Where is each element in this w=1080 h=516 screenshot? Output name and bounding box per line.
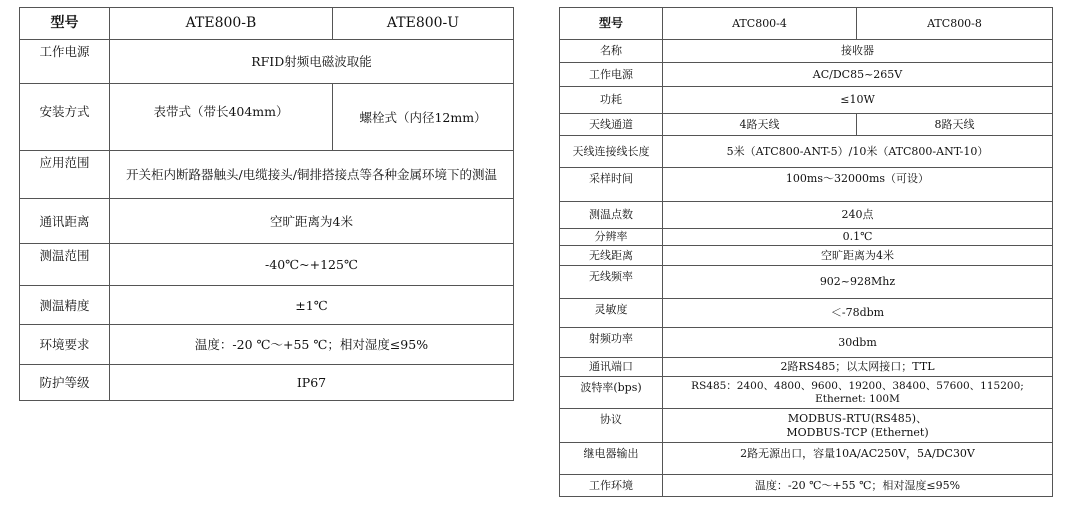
model-label: 型号 bbox=[560, 8, 663, 40]
table-row bbox=[560, 377, 1053, 409]
row-value: AC/DC85~265V bbox=[663, 63, 1053, 87]
row-label: 协议 bbox=[560, 409, 663, 443]
row-value: IP67 bbox=[110, 365, 514, 401]
protocol-line-2: MODBUS-TCP (Ethernet) bbox=[786, 425, 929, 439]
row-value: 8路天线 bbox=[857, 114, 1053, 136]
model-atc800-8: ATC800-8 bbox=[857, 8, 1053, 40]
table-row bbox=[20, 151, 514, 199]
model-ate800-b: ATE800-B bbox=[110, 8, 333, 40]
table-row bbox=[20, 365, 514, 401]
table-row bbox=[560, 358, 1053, 377]
table-row bbox=[20, 325, 514, 365]
row-value: 2路RS485；以太网接口；TTL bbox=[663, 358, 1053, 377]
row-value: RFID射频电磁波取能 bbox=[110, 40, 514, 84]
row-label: 名称 bbox=[560, 40, 663, 63]
baud-rate-line-2: Ethernet: 100M bbox=[815, 392, 900, 405]
table-row bbox=[20, 286, 514, 325]
table-row bbox=[560, 87, 1053, 114]
row-value-multiline bbox=[663, 409, 1053, 443]
row-label: 无线频率 bbox=[560, 266, 663, 299]
row-value: 温度：-20 ℃～+55 ℃；相对湿度≤95% bbox=[663, 475, 1053, 497]
row-label: 测温精度 bbox=[20, 286, 110, 325]
row-value: 螺栓式（内径12mm） bbox=[333, 84, 514, 151]
row-label: 防护等级 bbox=[20, 365, 110, 401]
row-value: 4路天线 bbox=[663, 114, 857, 136]
row-label: 工作电源 bbox=[560, 63, 663, 87]
row-value: 30dbm bbox=[663, 328, 1053, 358]
baud-rate-line-1: RS485：2400、4800、9600、19200、38400、57600、115200; bbox=[691, 379, 1024, 392]
table-row bbox=[560, 114, 1053, 136]
row-label: 工作电源 bbox=[20, 40, 110, 84]
row-value: 5米（ATC800-ANT-5）/10米（ATC800-ANT-10） bbox=[663, 136, 1053, 168]
row-label: 射频功率 bbox=[560, 328, 663, 358]
row-value: ＜-78dbm bbox=[663, 299, 1053, 328]
row-label: 灵敏度 bbox=[560, 299, 663, 328]
row-label: 通讯端口 bbox=[560, 358, 663, 377]
row-value: 0.1℃ bbox=[663, 229, 1053, 246]
row-value-multiline bbox=[663, 377, 1053, 409]
row-label: 无线距离 bbox=[560, 246, 663, 266]
row-label: 测温范围 bbox=[20, 244, 110, 286]
model-label: 型号 bbox=[20, 8, 110, 40]
table-row bbox=[560, 328, 1053, 358]
row-value: 100ms～32000ms（可设） bbox=[663, 168, 1053, 202]
table-row bbox=[20, 199, 514, 244]
row-label: 功耗 bbox=[560, 87, 663, 114]
table-row bbox=[20, 84, 514, 151]
row-label: 通讯距离 bbox=[20, 199, 110, 244]
table-row bbox=[560, 63, 1053, 87]
row-value: 902~928Mhz bbox=[663, 266, 1053, 299]
ate800-spec-table bbox=[19, 7, 514, 401]
row-value: 2路无源出口，容量10A/AC250V，5A/DC30V bbox=[663, 443, 1053, 475]
table-row bbox=[560, 299, 1053, 328]
table-row bbox=[560, 443, 1053, 475]
table-header-row bbox=[560, 8, 1053, 40]
row-label: 采样时间 bbox=[560, 168, 663, 202]
protocol-line-1: MODBUS-RTU(RS485)、 bbox=[787, 412, 928, 426]
row-label: 天线连接线长度 bbox=[560, 136, 663, 168]
row-value: -40℃~+125℃ bbox=[110, 244, 514, 286]
table-row bbox=[560, 40, 1053, 63]
row-label: 环境要求 bbox=[20, 325, 110, 365]
table-row bbox=[20, 40, 514, 84]
row-label: 天线通道 bbox=[560, 114, 663, 136]
table-row bbox=[560, 475, 1053, 497]
row-value: 表带式（带长404mm） bbox=[110, 84, 333, 151]
row-value: ≤10W bbox=[663, 87, 1053, 114]
table-row bbox=[560, 409, 1053, 443]
row-value: ±1℃ bbox=[110, 286, 514, 325]
row-value: 空旷距离为4米 bbox=[110, 199, 514, 244]
row-value: 空旷距离为4米 bbox=[663, 246, 1053, 266]
row-label: 测温点数 bbox=[560, 202, 663, 229]
row-label: 分辨率 bbox=[560, 229, 663, 246]
table-row bbox=[560, 202, 1053, 229]
table-row bbox=[560, 246, 1053, 266]
row-value: 温度：-20 ℃～+55 ℃；相对湿度≤95% bbox=[110, 325, 514, 365]
table-row bbox=[560, 136, 1053, 168]
row-value: 开关柜内断路器触头/电缆接头/铜排搭接点等各种金属环境下的测温 bbox=[110, 151, 514, 199]
table-row bbox=[560, 168, 1053, 202]
row-value: 接收器 bbox=[663, 40, 1053, 63]
row-label: 继电器输出 bbox=[560, 443, 663, 475]
model-ate800-u: ATE800-U bbox=[333, 8, 514, 40]
table-row bbox=[560, 229, 1053, 246]
row-label: 波特率(bps) bbox=[560, 377, 663, 409]
row-label: 安装方式 bbox=[20, 84, 110, 151]
row-label: 工作环境 bbox=[560, 475, 663, 497]
atc800-spec-table bbox=[559, 7, 1053, 497]
table-header-row bbox=[20, 8, 514, 40]
table-row bbox=[20, 244, 514, 286]
row-label: 应用范围 bbox=[20, 151, 110, 199]
row-value: 240点 bbox=[663, 202, 1053, 229]
table-row bbox=[560, 266, 1053, 299]
model-atc800-4: ATC800-4 bbox=[663, 8, 857, 40]
